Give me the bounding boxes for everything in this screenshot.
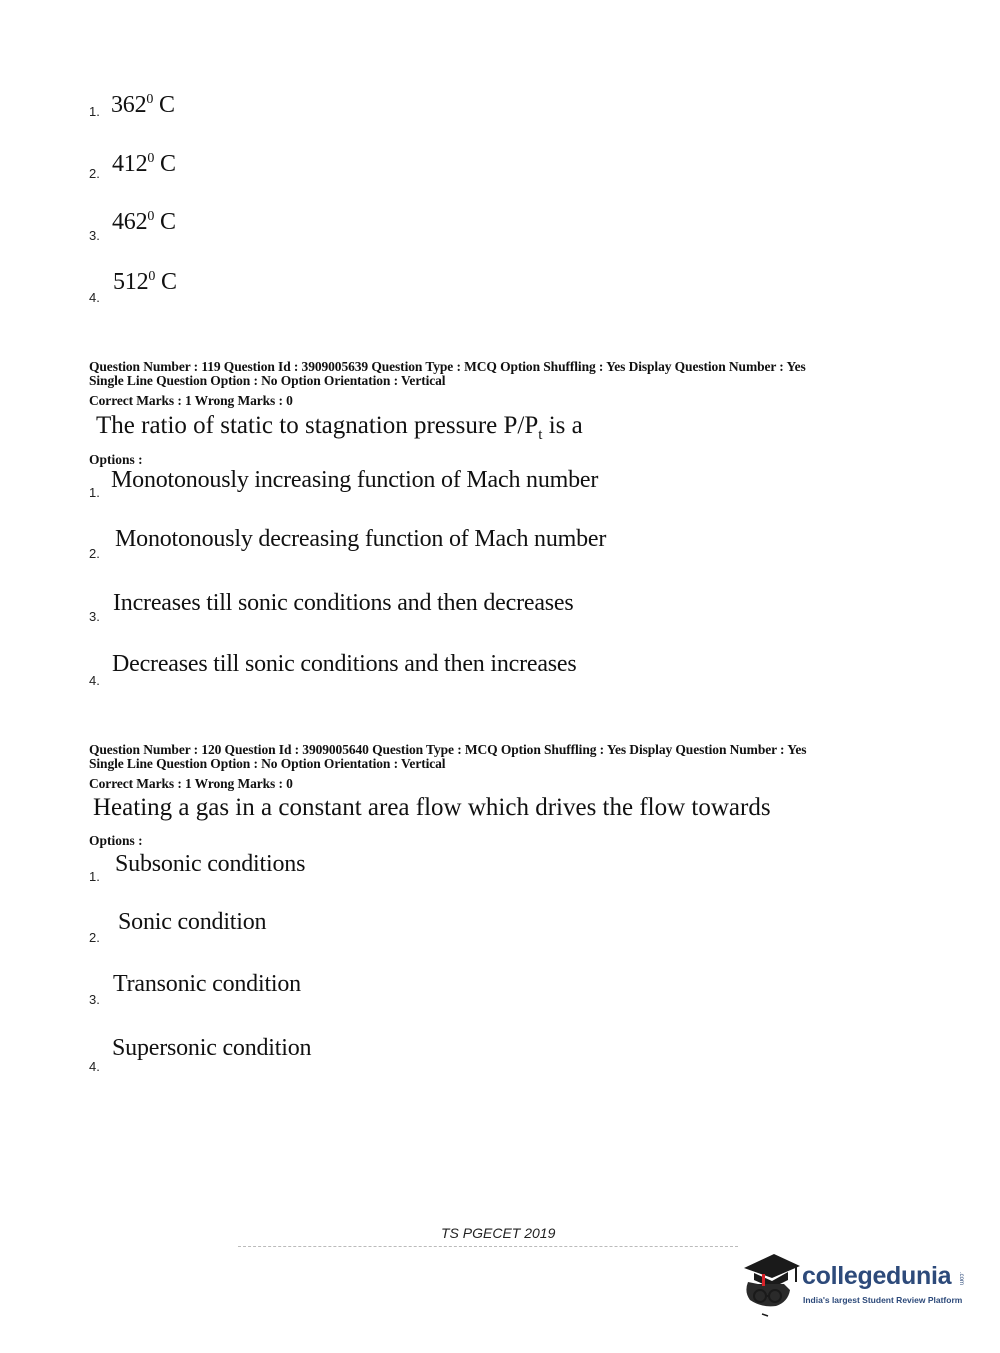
option-superscript: 0 xyxy=(147,151,155,166)
question-meta-line2: Single Line Question Option : No Option Orientation : Vertical xyxy=(89,756,446,771)
logo-tagline: India's largest Student Review Platform xyxy=(803,1295,963,1305)
options-label: Options : xyxy=(89,833,143,848)
option-number: 1. xyxy=(89,485,100,500)
question-text: Heating a gas in a constant area flow which drives the flow towards xyxy=(93,794,771,821)
option-number: 3. xyxy=(89,228,100,243)
option-value: 462 xyxy=(112,209,148,235)
option-value: 412 xyxy=(112,151,148,177)
option-number: 4. xyxy=(89,290,100,305)
option-value: 512 xyxy=(113,269,149,295)
option-number: 2. xyxy=(89,166,100,181)
option-text: Monotonously increasing function of Mach number xyxy=(111,467,599,493)
option-unit: C xyxy=(154,151,176,177)
footer-divider xyxy=(238,1246,738,1247)
question-text-main: The ratio of static to stagnation pressure P/P xyxy=(96,412,539,439)
option-text: Supersonic condition xyxy=(112,1035,312,1061)
graduate-cap-icon xyxy=(740,1248,802,1318)
option-text: Monotonously decreasing function of Mach number xyxy=(115,526,607,552)
question-meta-line1: Question Number : 120 Question Id : 3909005640 Question Type : MCQ Option Shuffling : Yes Display Question Number : Yes xyxy=(89,742,807,757)
logo-suffix: .com xyxy=(958,1272,964,1286)
option-text: Increases till sonic conditions and then decreases xyxy=(113,590,574,616)
option-number: 1. xyxy=(89,869,100,884)
question-meta-line1: Question Number : 119 Question Id : 3909005639 Question Type : MCQ Option Shuffling : Yes Display Question Number : Yes xyxy=(89,359,806,374)
option-value: 362 xyxy=(111,92,147,118)
option-unit: C xyxy=(155,269,177,295)
logo-name: collegedunia xyxy=(802,1262,952,1290)
option-number: 3. xyxy=(89,609,100,624)
option-text xyxy=(112,209,176,236)
option-text xyxy=(112,151,176,178)
option-number: 2. xyxy=(89,546,100,561)
option-unit: C xyxy=(153,92,175,118)
question-text-end: is a xyxy=(542,412,583,439)
question-text-subscript: t xyxy=(538,427,543,443)
option-superscript: 0 xyxy=(146,92,154,107)
option-text xyxy=(113,269,177,296)
options-label: Options : xyxy=(89,452,143,467)
option-number: 2. xyxy=(89,930,100,945)
question-text xyxy=(96,412,583,444)
option-number: 3. xyxy=(89,992,100,1007)
option-superscript: 0 xyxy=(148,269,156,284)
question-marks: Correct Marks : 1 Wrong Marks : 0 xyxy=(89,393,293,408)
question-marks: Correct Marks : 1 Wrong Marks : 0 xyxy=(89,776,293,791)
collegedunia-logo xyxy=(740,1244,975,1318)
option-unit: C xyxy=(154,209,176,235)
option-number: 1. xyxy=(89,104,100,119)
footer-exam-title: TS PGECET 2019 xyxy=(441,1225,556,1241)
option-text: Sonic condition xyxy=(118,909,267,935)
option-text xyxy=(111,92,175,119)
option-number: 4. xyxy=(89,1059,100,1074)
option-number: 4. xyxy=(89,673,100,688)
option-text: Decreases till sonic conditions and then increases xyxy=(112,651,577,677)
option-text: Subsonic conditions xyxy=(115,851,306,877)
option-text: Transonic condition xyxy=(113,971,301,997)
question-meta-line2: Single Line Question Option : No Option Orientation : Vertical xyxy=(89,373,446,388)
option-superscript: 0 xyxy=(147,209,155,224)
